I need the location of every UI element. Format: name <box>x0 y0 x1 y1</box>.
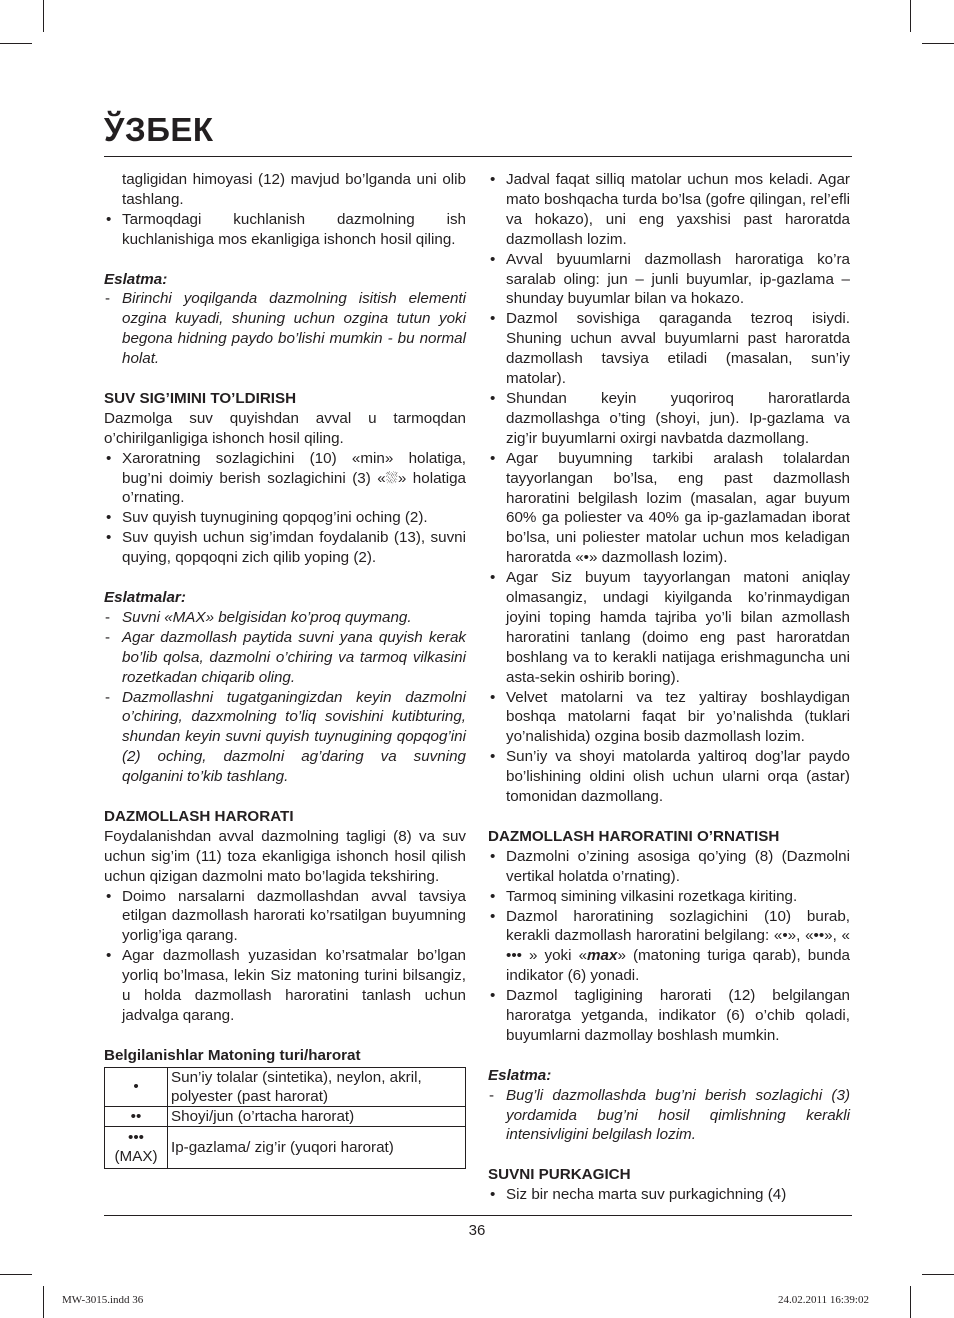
fabric-description: Ip-gazlama/ zig’ir (yuqori harorat) <box>168 1126 466 1168</box>
list-item: - Agar dazmollash paytida suvni yana quyish kerak bo’lib qolsa, dazmolni o’chiring va tarmoq vilkasini rozetkadan chiqarib oling. <box>104 628 466 688</box>
list-item: • Xaroratning sozlagichini (10) «min» holatiga, bug’ni doimiy berish sozlagichini (3) «⛆» holatiga o’rnating. <box>104 449 466 509</box>
crop-mark <box>910 0 911 32</box>
table-row <box>105 1067 466 1106</box>
note-title: Eslatma: <box>104 270 168 288</box>
temp-symbol: • <box>105 1067 168 1106</box>
footer-rule <box>104 1215 852 1216</box>
fabric-description: Shoyi/jun (o’rtacha harorat) <box>168 1106 466 1126</box>
temp-symbol: ••• (MAX) <box>105 1126 168 1168</box>
paragraph: Foydalanishdan avval dazmolning tagligi (8) va suv uchun sig’im (11) toza ekanligiga ishonch hosil qilish uchun qizigan dazmolni mato bo’lagida tekshiring. <box>104 827 466 885</box>
crop-mark <box>0 1274 32 1275</box>
list-item: - Dazmollashni tugatganingizdan keyin dazmolni o’chiring, dazxmolning to’liq sovishini kutibturing, shundan keyin suvni quyish tuynugining qopqog’ini (2) oching, dazmolni ag’daring va suvning qolganini to’kib tashlang. <box>104 688 466 788</box>
crop-mark <box>0 43 32 44</box>
bullet-list <box>104 210 466 250</box>
list-item: • Siz bir necha marta suv purkagichning (4) <box>488 1185 850 1205</box>
list-item: • Tarmoqdagi kuchlanish dazmolning ish kuchlanishiga mos ekanligiga ishonch hosil qiling. <box>104 210 466 250</box>
list-item: • Dazmolni o’zining asosiga qo’ying (8) (Dazmolni vertikal holatda o’rnating). <box>488 847 850 887</box>
bullet-list <box>104 887 466 1026</box>
intro-text: tagligidan himoyasi (12) mavjud bo’lganda uni olib tashlang. <box>122 171 466 208</box>
note-list <box>104 608 466 787</box>
list-item: • Doimo narsalarni dazmollashdan avval tavsiya etilgan dazmollash harorati ko’rsatilgan buyumning yorlig’iga qarang. <box>104 887 466 947</box>
crop-mark <box>43 1286 44 1318</box>
table-row <box>105 1106 466 1126</box>
list-item: • Agar buyumning tarkibi aralash tolalardan tayyorlangan bo’lsa, eng past dazmollash haroratini belgilash lozim (masalan, agar buyum 60% ga poliester va 40% ga ip-gazlamadan iborat bo’lsa, uni poliester matolar uchun mos keladigan haroratda «•» dazmollash lozim). <box>488 449 850 568</box>
header-rule <box>104 156 852 157</box>
page-title: ЎЗБЕК <box>104 111 214 148</box>
list-item: - Bug’li dazmollashda bug’ni berish sozlagichi (3) yordamida bug’ni hosil qimlishning kerakli intensivligini belgilash lozim. <box>488 1086 850 1146</box>
list-item: • Tarmoq simining vilkasini rozetkaga kiriting. <box>488 887 850 907</box>
list-item: • Dazmol sovishiga qaraganda tezroq isiydi. Shuning uchun avval buyumlarni past haroratda dazmollash tavsiya etiladi (masalan, sun’iy matolar). <box>488 309 850 389</box>
list-item: • Dazmol tagligining harorati (12) belgilangan haroratga yetganda, indikator (6) o’chib qoladi, buyumlarni dazmollay boshlash mumkin. <box>488 986 850 1046</box>
crop-mark <box>922 1274 954 1275</box>
list-item: • Avval byuumlarni dazmollash haroratiga ko’ra saralab oling: jun – junli buyumlar, ip-gazlama – shunday buyumlar bilan va hokazo. <box>488 250 850 310</box>
list-item: • Sun’iy va shoyi matolarda yaltiroq dog’lar paydo bo’lishining oldini olish uchun ularni orqa (astar) tomonidan dazmollang. <box>488 747 850 807</box>
list-item: - Suvni «MAX» belgisidan ko’proq quymang. <box>104 608 466 628</box>
table-row <box>105 1126 466 1168</box>
list-item: • Agar dazmollash yuzasidan ko’rsatmalar bo’lgan yorliq bo’lmasa, lekin Siz matoning turini bilsangiz, u holda dazmollash haroratini tanlash uchun jadvalga qarang. <box>104 946 466 1026</box>
page-number: 36 <box>468 1222 486 1239</box>
table-title: Belgilanishlar Matoning turi/harorat <box>104 1046 361 1064</box>
file-info: MW-3015.indd 36 <box>62 1294 144 1306</box>
bullet-list <box>488 847 850 1046</box>
section-heading: SUV SIG’IMINI TO’LDIRISH <box>104 389 297 407</box>
fabric-description: Sun’iy tolalar (sintetika), neylon, akril, polyester (past harorat) <box>168 1067 466 1106</box>
left-column <box>104 170 466 1169</box>
crop-mark <box>43 0 44 32</box>
list-item: • Shundan keyin yuqoriroq haroratlarda dazmollashga o’ting (shoyi, jun). Ip-gazlama va zig’ir buyumlarni oxirgi navbatda dazmollang. <box>488 389 850 449</box>
paragraph: Dazmolga suv quyishdan avval u tarmoqdan o’chirilganligiga ishonch hosil qiling. <box>104 409 466 447</box>
temp-symbol: •• <box>105 1106 168 1126</box>
note-list <box>104 289 466 369</box>
list-item: • Velvet matolarni va tez yaltiray boshlaydigan boshqa matolarni faqat bir yo’nalishda (tuklari yo’nalishida) ozgina bosib dazmollash lozim. <box>488 688 850 748</box>
bullet-list <box>104 449 466 568</box>
bullet-list <box>488 1185 850 1205</box>
crop-mark <box>910 1286 911 1318</box>
section-heading: SUVNI PURKAGICH <box>488 1166 631 1184</box>
note-title: Eslatmalar: <box>104 588 186 606</box>
crop-mark <box>922 43 954 44</box>
note-title: Eslatma: <box>488 1066 552 1084</box>
right-column <box>488 170 850 1205</box>
section-heading: DAZMOLLASH HARORATI <box>104 807 294 825</box>
print-datetime: 24.02.2011 16:39:02 <box>778 1294 869 1306</box>
section-heading: DAZMOLLASH HARORATINI O’RNATISH <box>488 827 780 845</box>
list-item: - Birinchi yoqilganda dazmolning isitish elementi ozgina kuyadi, shuning uchun ozgina tutun yoki begona hidning paydo bo’lishi mumkin - bu normal holat. <box>104 289 466 369</box>
list-item: • Suv quyish uchun sig’imdan foydalanib (13), suvni quying, qopqoqni zich qilib yoping (2). <box>104 528 466 568</box>
list-item: • Jadval faqat silliq matolar uchun mos keladi. Agar mato boshqacha turda bo’lsa (gofre qilingan, rel’efli va hokazo), uni eng yaxshisi past haroratda dazmollash lozim. <box>488 170 850 250</box>
temperature-table <box>104 1067 466 1169</box>
list-item: • Suv quyish tuynugining qopqog’ini oching (2). <box>104 508 466 528</box>
list-item: • Dazmol haroratining sozlagichini (10) burab, kerakli dazmollash haroratini belgilang: «•», «••», « ••• » yoki «max» (matoning turiga qarab), bunda indikator (6) yonadi. <box>488 907 850 987</box>
note-list <box>488 1086 850 1146</box>
list-item: • Agar Siz buyum tayyorlangan matoni aniqlay olmasangiz, undagi kiyilganda ko’rinmaydigan joyini toping hamda tajriba yo’li bilan azmollash haroratini tanlang (doimo eng past haroratdan boshlang va to kerakli natijaga erishmaguncha uni asta-sekin oshirib boring). <box>488 568 850 687</box>
bullet-list <box>488 170 850 807</box>
